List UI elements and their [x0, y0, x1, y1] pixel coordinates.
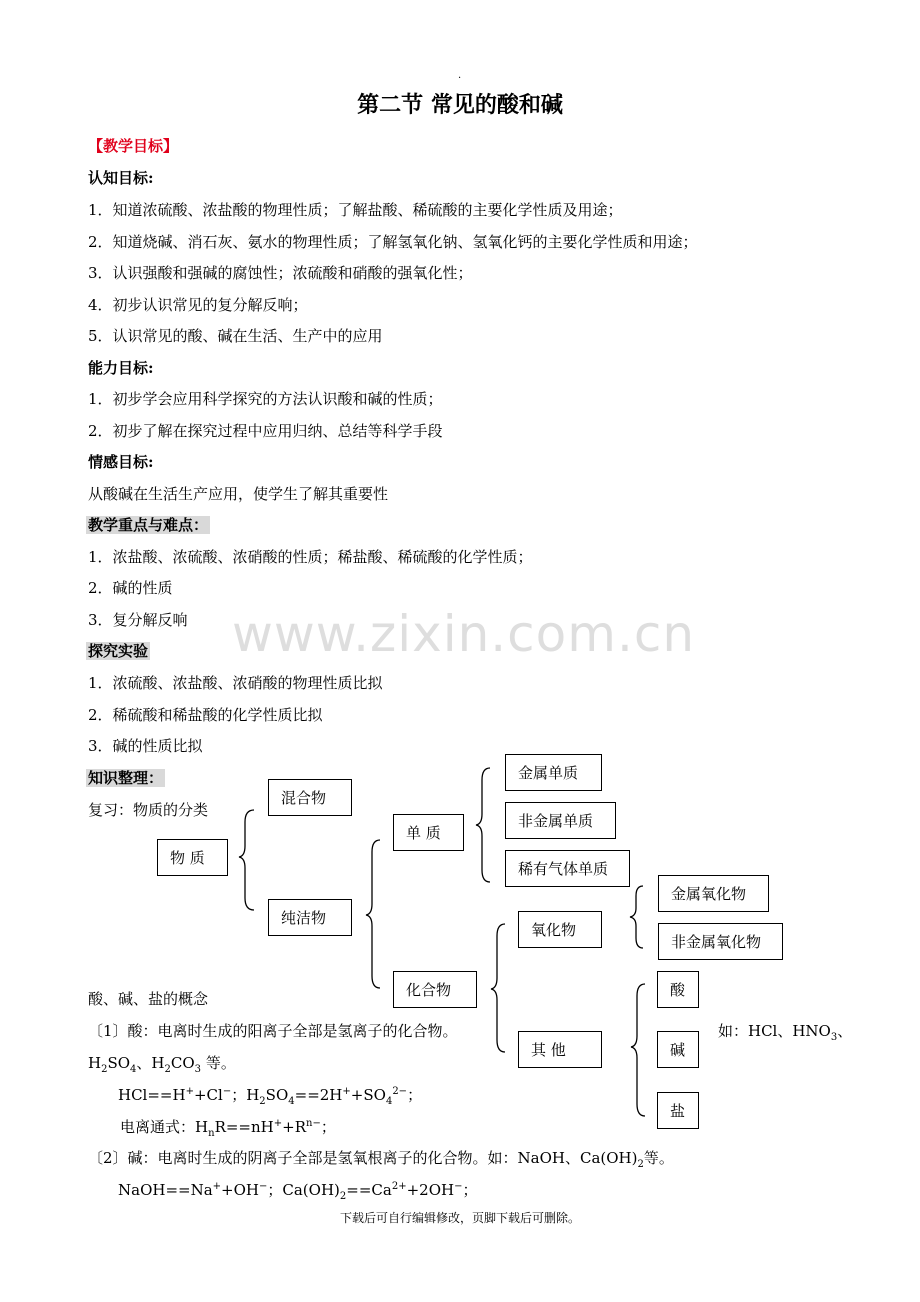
emotion-heading: 情感目标:	[88, 453, 154, 471]
ability-item: 2．初步了解在探究过程中应用归纳、总结等科学手段	[88, 422, 443, 440]
tree-node-compound: 化合物	[393, 971, 477, 1008]
cognitive-item: 2．知道烧碱、消石灰、氨水的物理性质；了解氢氧化钠、氢氧化钙的主要化学性质和用途；	[88, 233, 698, 251]
tree-node-acid: 酸	[657, 971, 699, 1008]
experiment-item: 3．碱的性质比拟	[88, 737, 203, 755]
tree-node-salt: 盐	[657, 1092, 699, 1129]
tree-node-base: 碱	[657, 1031, 699, 1068]
footer-note: 下载后可自行编辑修改，页脚下载后可删除。	[339, 1211, 580, 1225]
acid-ionization-formula: 电离通式：$H_nR==nH^++R^{n-}$；	[120, 1118, 336, 1139]
tree-node-matter: 物 质	[157, 839, 228, 876]
acid-equations: HCl==H++Cl−；$H_2SO_4==2H^++SO_4^{2-}$；	[118, 1086, 423, 1107]
cognitive-item: 5．认识常见的酸、碱在生活、生产中的应用	[88, 327, 383, 345]
cognitive-heading: 认知目标:	[88, 169, 154, 187]
review-text: 复习：物质的分类	[88, 801, 209, 819]
experiment-item: 1．浓硫酸、浓盐酸、浓硝酸的物理性质比拟	[88, 674, 383, 692]
cognitive-item: 1．知道浓硫酸、浓盐酸的物理性质；了解盐酸、稀硫酸的主要化学性质及用途；	[88, 201, 623, 219]
knowledge-heading: 知识整理：	[88, 769, 164, 787]
key-point-item: 3．复分解反响	[88, 611, 188, 629]
emotion-text: 从酸碱在生活生产应用，使学生了解其重要性	[88, 485, 389, 503]
key-point-item: 1．浓盐酸、浓硫酸、浓硝酸的性质；稀盐酸、稀硫酸的化学性质；	[88, 548, 533, 566]
key-points-heading: 教学重点与难点：	[88, 516, 209, 534]
experiment-item: 2．稀硫酸和稀盐酸的化学性质比拟	[88, 706, 323, 724]
acid-definition: 〔1〕酸：电离时生成的阳离子全部是氢离子的化合物。	[88, 1022, 458, 1040]
tree-node-mixture: 混合物	[268, 779, 352, 816]
base-definition: 〔2〕碱：电离时生成的阴离子全部是氢氧根离子的化合物。如：NaOH、$Ca(OH)_2$等。	[88, 1149, 674, 1170]
tree-node-element: 单 质	[393, 814, 464, 851]
tree-node-other: 其 他	[518, 1031, 602, 1068]
header-dot: .	[458, 70, 462, 81]
tree-node-noble-gas: 稀有气体单质	[505, 850, 630, 887]
experiments-heading: 探究实验	[88, 642, 149, 660]
tree-node-metal-element: 金属单质	[505, 754, 602, 791]
acid-examples: 如：HCl、$HNO_3$、	[718, 1022, 853, 1043]
key-point-item: 2．碱的性质	[88, 579, 173, 597]
page-title: 第二节 常见的酸和碱	[357, 92, 563, 118]
tree-node-pure: 纯洁物	[268, 899, 352, 936]
ability-heading: 能力目标:	[88, 359, 154, 377]
tree-node-oxide: 氧化物	[518, 911, 602, 948]
acid-examples-line2: $H_2SO_4$、$H_2CO_3$ 等。	[88, 1054, 236, 1075]
teaching-goals-heading: 【教学目标】	[88, 137, 179, 155]
watermark: www.zixin.com.cn	[232, 605, 696, 663]
cognitive-item: 4．初步认识常见的复分解反响；	[88, 296, 308, 314]
tree-node-nonmetal-element: 非金属单质	[505, 802, 616, 839]
cognitive-item: 3．认识强酸和强碱的腐蚀性；浓硫酸和硝酸的强氧化性；	[88, 264, 473, 282]
concepts-heading: 酸、碱、盐的概念	[88, 990, 209, 1008]
base-equations: NaOH==Na++OH−；$Ca(OH)_2==Ca^{2+}+2OH^-$；	[118, 1181, 478, 1202]
ability-item: 1．初步学会应用科学探究的方法认识酸和碱的性质；	[88, 390, 443, 408]
tree-node-nonmetal-oxide: 非金属氧化物	[658, 923, 783, 960]
tree-node-metal-oxide: 金属氧化物	[658, 875, 769, 912]
